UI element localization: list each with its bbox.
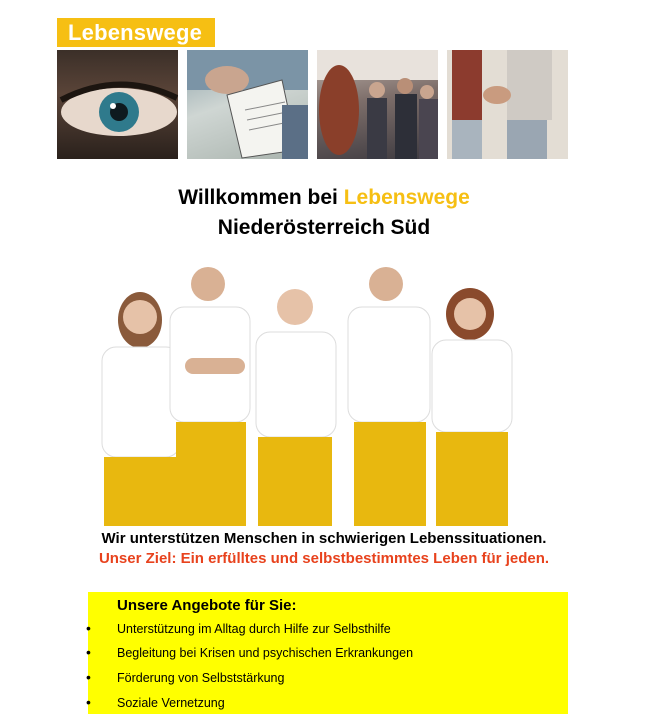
- bullet-icon: •: [86, 620, 91, 636]
- supporting-hands-photo: [447, 50, 568, 159]
- goal-statement: Unser Ziel: Ein erfülltes und selbstbestimmtes Leben für jeden.: [98, 550, 550, 567]
- support-statement: Wir unterstützen Menschen in schwierigen Lebenssituationen.: [101, 530, 547, 547]
- region-headline: Niederösterreich Süd: [217, 216, 431, 239]
- therapy-session-photo: [187, 50, 308, 159]
- offer-item: Unterstützung im Alltag durch Hilfe zur Selbsthilfe: [117, 622, 391, 636]
- offers-title: Unsere Angebote für Sie:: [117, 597, 297, 614]
- bullet-icon: •: [86, 644, 91, 660]
- offer-item: Förderung von Selbststärkung: [117, 671, 285, 685]
- lebenswege-logo: Lebenswege: [57, 18, 215, 47]
- bullet-icon: •: [86, 669, 91, 685]
- team-photo: [90, 262, 530, 526]
- welcome-headline: [0, 186, 648, 210]
- offer-item: Begleitung bei Krisen und psychischen Erkrankungen: [117, 646, 414, 660]
- brand-name: Lebenswege: [343, 186, 470, 209]
- eye-photo: [57, 50, 178, 159]
- welcome-prefix: Willkommen bei: [178, 186, 344, 209]
- bullet-icon: •: [86, 694, 91, 710]
- crowd-photo: [317, 50, 438, 159]
- offer-item: Soziale Vernetzung: [117, 696, 225, 710]
